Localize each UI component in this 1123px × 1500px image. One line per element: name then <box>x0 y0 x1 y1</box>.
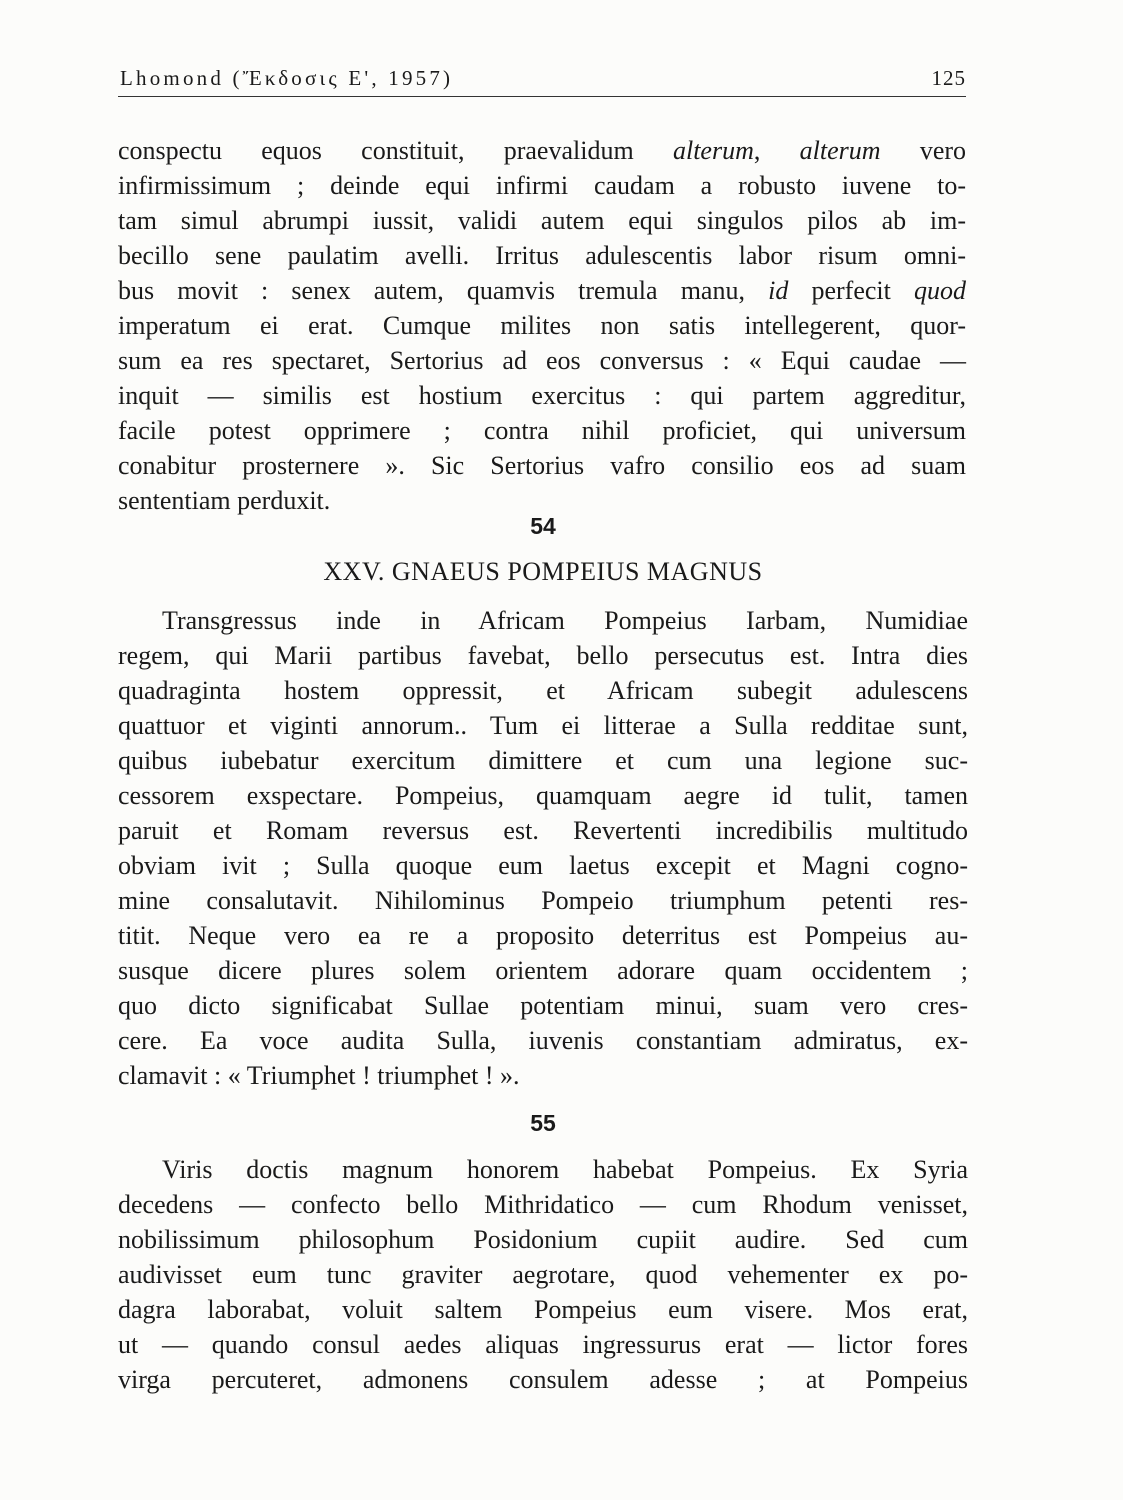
text-line: bus movit : senex autem, quamvis tremula manu, id perfecit quod <box>118 276 967 305</box>
text-line: susque dicere plures solem orientem adorare quam occidentem ; <box>118 956 968 985</box>
text-line: quattuor et viginti annorum.. Tum ei litterae a Sulla redditae sunt, <box>118 711 968 740</box>
text-line: cessorem exspectare. Pompeius, quamquam aegre id tulit, tamen <box>118 781 968 810</box>
text-line: Viris doctis magnum honorem habebat Pompeius. Ex Syria <box>162 1155 968 1184</box>
text-line: titit. Neque vero ea re a proposito deterritus est Pompeius au- <box>118 921 968 950</box>
text-line: ut — quando consul aedes aliquas ingressurus erat — lictor fores <box>118 1330 968 1359</box>
text-line: imperatum ei erat. Cumque milites non satis intellegerent, quor- <box>118 311 966 340</box>
text-line: sum ea res spectaret, Sertorius ad eos conversus : « Equi caudae — <box>118 346 966 375</box>
running-head: Lhomond (Ἔκδοσις Ε', 1957) <box>120 66 454 90</box>
section-number-54: 54 <box>530 513 556 539</box>
text-line: sententiam perduxit. <box>118 486 331 515</box>
text-line: conspectu equos constituit, praevalidum alterum, alterum vero <box>118 136 967 165</box>
text-line: decedens — confecto bello Mithridatico — cum Rhodum venisset, <box>118 1190 968 1219</box>
text-line: virga percuteret, admonens consulem adesse ; at Pompeius <box>118 1365 968 1394</box>
text-line: tam simul abrumpi iussit, validi autem equi singulos pilos ab im- <box>118 206 966 235</box>
text-line: Transgressus inde in Africam Pompeius Iarbam, Numidiae <box>162 606 968 635</box>
text-line: conabitur prosternere ». Sic Sertorius vafro consilio eos ad suam <box>118 451 966 480</box>
page-header <box>118 66 966 97</box>
text-line: audivisset eum tunc graviter aegrotare, quod vehementer ex po- <box>118 1260 968 1289</box>
text-line: quadraginta hostem oppressit, et Africam subegit adulescens <box>118 676 968 705</box>
text-line: becillo sene paulatim avelli. Irritus adulescentis labor risum omni- <box>118 241 966 270</box>
text-line: facile potest opprimere ; contra nihil proficiet, qui universum <box>118 416 966 445</box>
text-line: nobilissimum philosophum Posidonium cupiit audire. Sed cum <box>118 1225 968 1254</box>
text-line: cere. Ea voce audita Sulla, iuvenis constantiam admiratus, ex- <box>118 1026 968 1055</box>
text-line: clamavit : « Triumphet ! triumphet ! ». <box>118 1061 520 1090</box>
text-line: quibus iubebatur exercitum dimittere et cum una legione suc- <box>118 746 968 775</box>
text-line: quo dicto significabat Sullae potentiam minui, suam vero cres- <box>118 991 968 1020</box>
text-line: infirmissimum ; deinde equi infirmi caudam a robusto iuvene to- <box>118 171 966 200</box>
text-line: obviam ivit ; Sulla quoque eum laetus excepit et Magni cogno- <box>118 851 968 880</box>
text-line: regem, qui Marii partibus favebat, bello persecutus est. Intra dies <box>118 641 968 670</box>
section-number-55: 55 <box>530 1110 556 1136</box>
page-number: 125 <box>931 66 966 90</box>
chapter-title: XXV. GNAEUS POMPEIUS MAGNUS <box>323 557 763 586</box>
text-line: inquit — similis est hostium exercitus : qui partem aggreditur, <box>118 381 966 410</box>
text-line: mine consalutavit. Nihilominus Pompeio triumphum petenti res- <box>118 886 968 915</box>
text-line: dagra laborabat, voluit saltem Pompeius eum visere. Mos erat, <box>118 1295 968 1324</box>
text-line: paruit et Romam reversus est. Revertenti incredibilis multitudo <box>118 816 968 845</box>
